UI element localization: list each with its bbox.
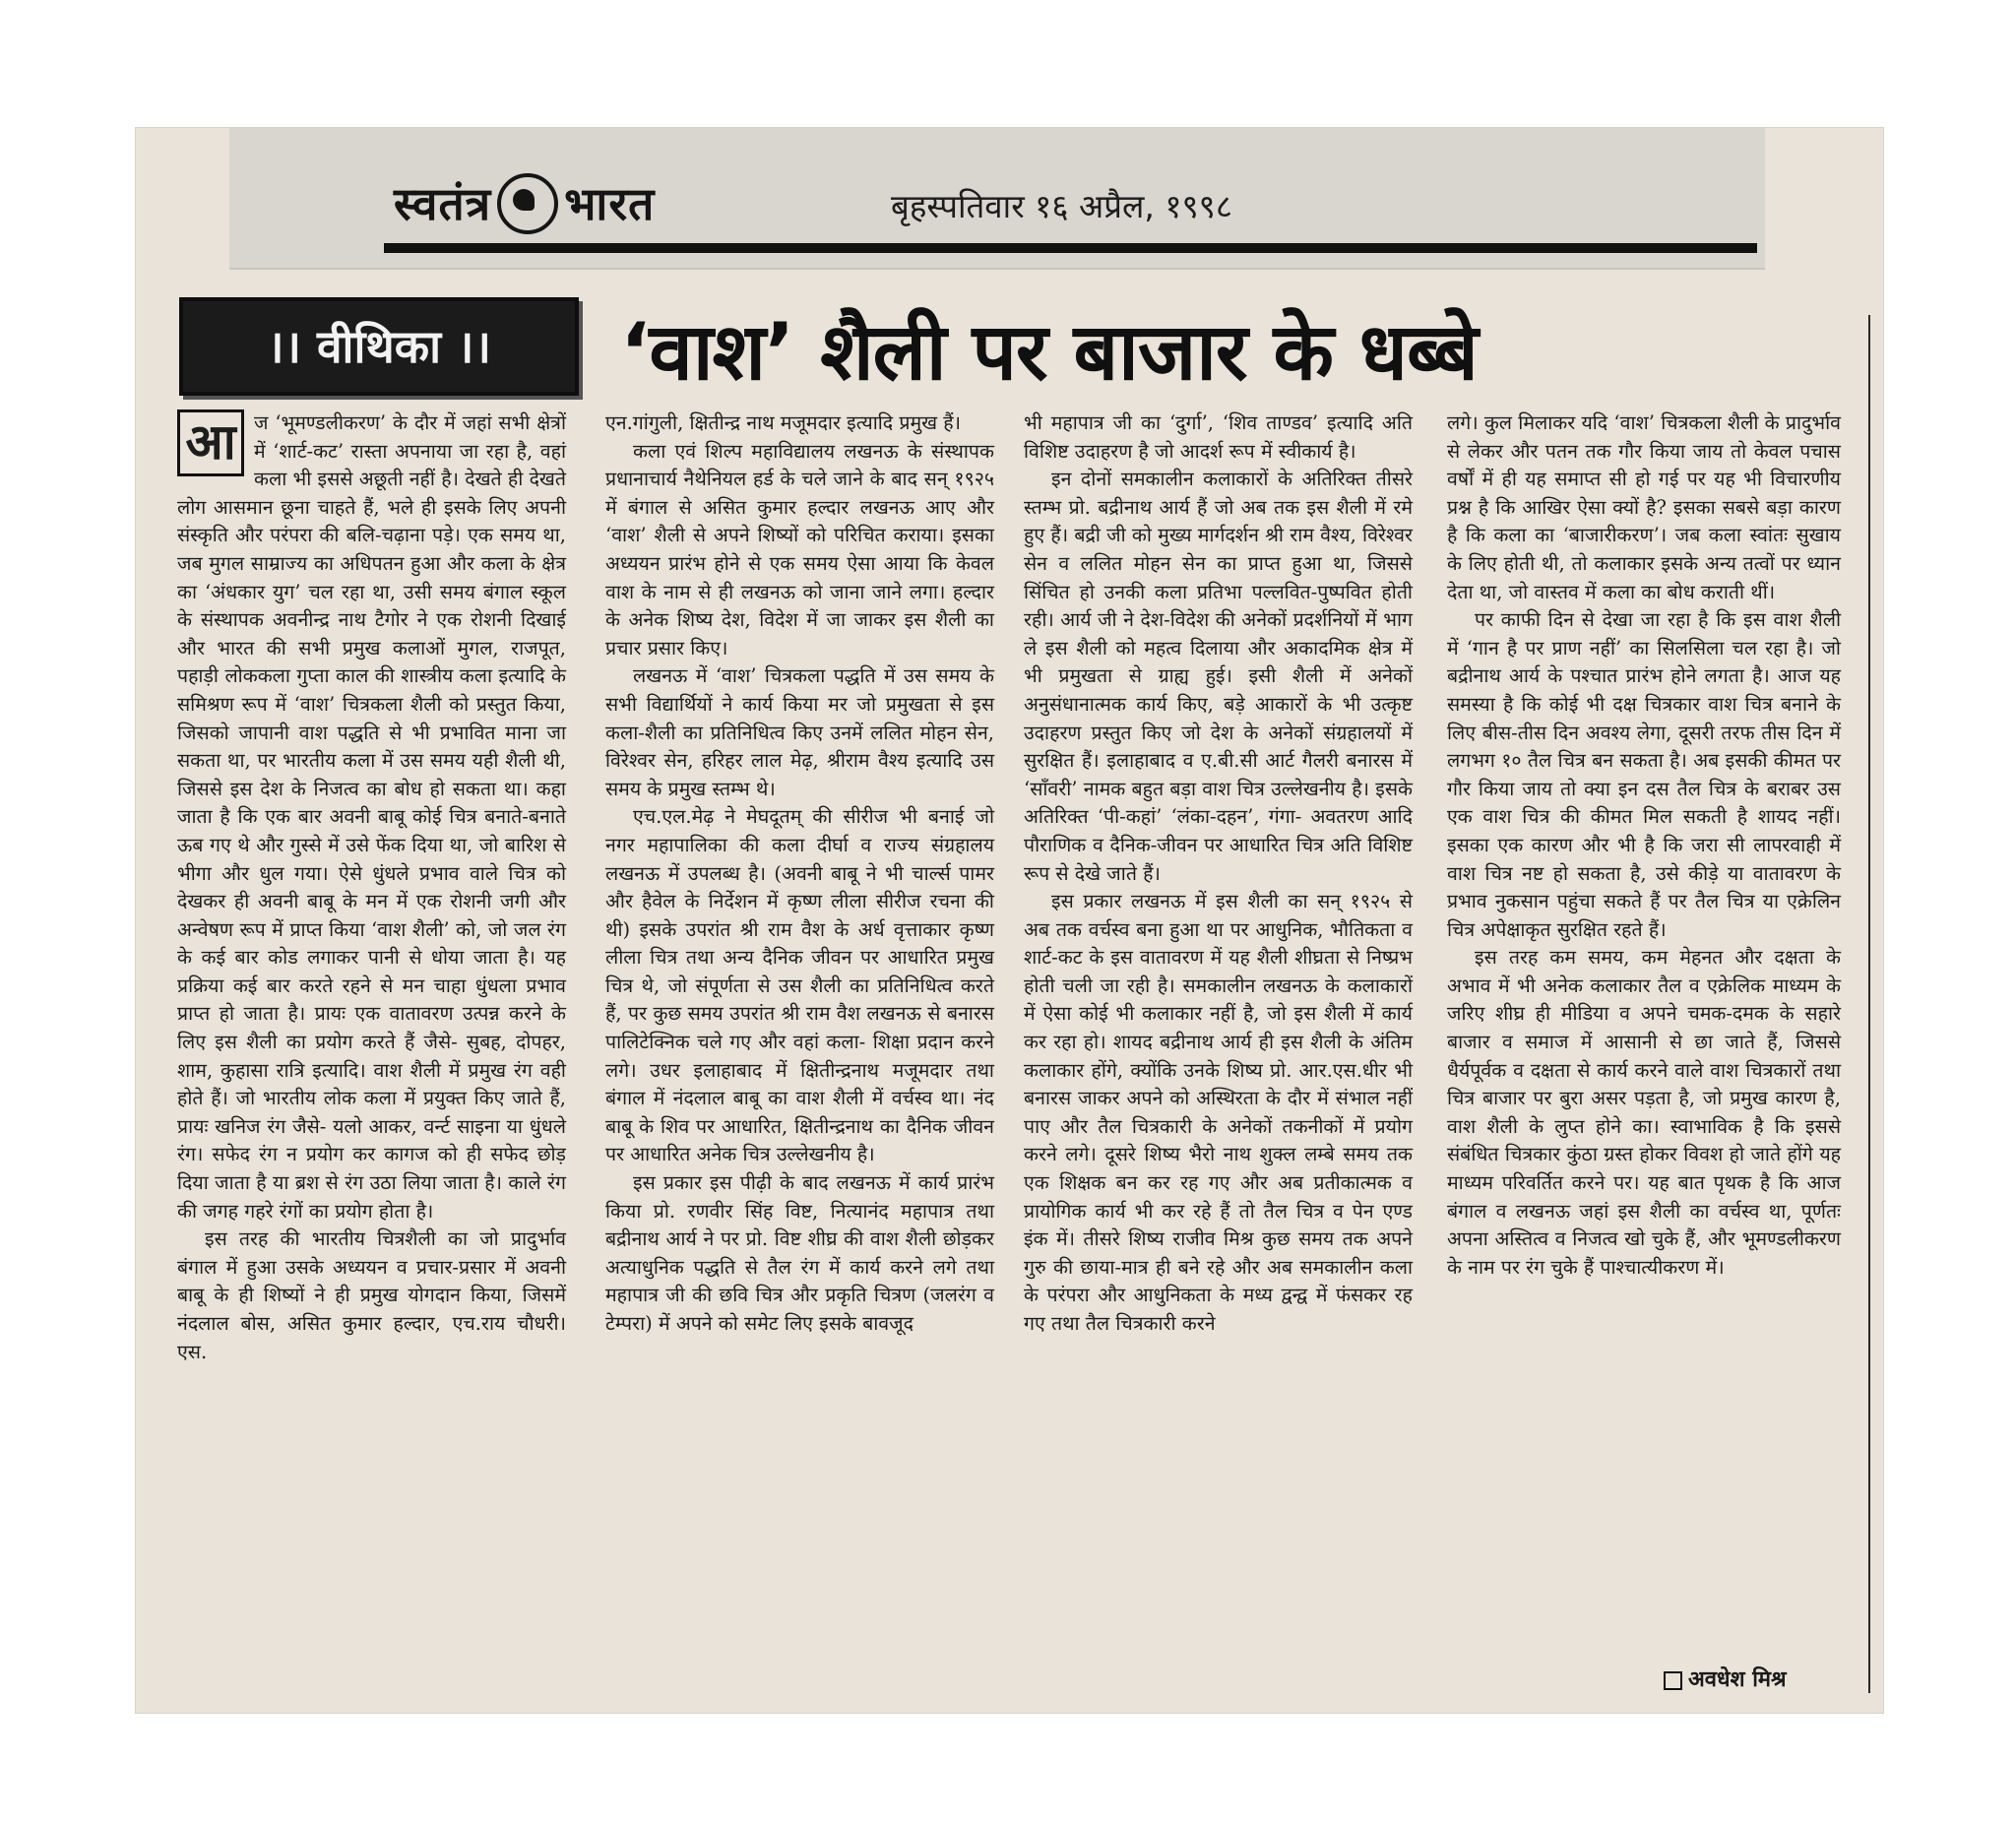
column-2-paragraph: इस प्रकार इस पीढ़ी के बाद लखनऊ में कार्य प्रारंभ किया प्रो. रणवीर सिंह विष्ट, नित्यानंद महापात्र तथा बद्रीनाथ आर्य ने पर प्रो. विष्ट शीघ्र की वाश शैली छोड़कर अत्याधुनिक पद्धति से तैल रंग में कार्य करने लगे तथा महापात्र जी की छवि चित्र और प्रकृति चित्रण (जलरंग व टेम्परा) में अपने को समेट लिए इसके बावजूद xyxy=(605,1171,994,1335)
masthead-name-left: स्वतंत्र xyxy=(394,177,492,230)
column-4-paragraph: इस तरह कम समय, कम मेहनत और दक्षता के अभाव में भी अनेक कलाकार तैल व एक्रेलिक माध्यम के जरिए शीघ्र ही मीडिया व अपने चमक-दमक के सहारे बाजार व समाज में आसानी से छा जाते हैं, जिससे धैर्यपूर्वक व दक्षता से कार्य करने वाले वाश चित्रकारों तथा चित्र बाजार पर बुरा असर पड़ता है, जो प्रमुख कारण है, वाश शैली के लुप्त होने का। स्वाभाविक है कि इससे संबंधित चित्रकार कुंठा ग्रस्त होकर विवश हो जाते होंगे यह माध्यम परिवर्तित करने पर। यह बात पृथक है कि आज बंगाल व लखनऊ जहां इस शैली का वर्चस्व था, पूर्णतः अपना अस्तित्व व निजत्व खो चुके हैं, और भूमण्डलीकरण के नाम पर रंग चुके हैं पाश्चात्यीकरण में। xyxy=(1447,946,1841,1279)
column-2-paragraph: कला एवं शिल्प महाविद्यालय लखनऊ के संस्थापक प्रधानाचार्य नैथेनियल हर्ड के चले जाने के बाद सन् १९२५ में बंगाल से असित कुमार हल्दार लखनऊ आए और ‘वाश’ शैली से अपने शिष्यों को परिचित कराया। इसका अध्ययन प्रारंभ होने से एक समय ऐसा आया कि केवल वाश के नाम से ही लखनऊ को जाना जाने लगा। हल्दार के अनेक शिष्य देश, विदेश में जा जाकर इस शैली का प्रचार प्रसार किए। xyxy=(605,439,994,660)
column-2-paragraph: एच.एल.मेढ़ ने मेघदूतम् की सीरीज भी बनाई जो नगर महापालिका की कला दीर्घा व राज्य संग्रहालय लखनऊ में उपलब्ध है। (अवनी बाबू ने भी चार्ल्स पामर और हैवेल के निर्देशन में कृष्ण लीला सीरीज रचना की थी) इसके उपरांत श्री राम वैश के अर्ध वृत्ताकार कृष्ण लीला चित्र तथा अन्य दैनिक जीवन पर आधारित प्रमुख चित्र थे, जो संपूर्णता से उस शैली का प्रतिनिधित्व करते हैं, पर कुछ समय उपरांत श्री राम वैश लखनऊ से बनारस पालिटेक्निक चले गए और वहां कला- शिक्षा प्रदान करने लगे। उधर इलाहाबाद में क्षितीन्द्रनाथ मजूमदार तथा बंगाल में नंदलाल बाबू का वाश शैली में वर्चस्व था। नंद बाबू के शिव पर आधारित, क्षितीन्द्रनाथ का दैनिक जीवन पर आधारित अनेक चित्र उल्लेखनीय है। xyxy=(605,805,994,1166)
masthead-rule xyxy=(384,243,1757,253)
right-border-rule xyxy=(1868,315,1870,1693)
article-headline: ‘वाश’ शैली पर बाजार के धब्बे xyxy=(620,306,1478,398)
column-1-paragraph: इस तरह की भारतीय चित्रशैली का जो प्रादुर्भाव बंगाल में हुआ उसके अध्ययन व प्रचार-प्रसार में अवनी बाबू के ही शिष्यों ने ही प्रमुख योगदान किया, जिसमें नंदलाल बोस, असित कुमार हल्दार, एच.राय चौधरी। एस. xyxy=(177,1227,566,1363)
author-name: अवधेश मिश्र xyxy=(1688,1667,1787,1692)
article-column-1 xyxy=(177,409,566,1366)
column-4-paragraph: पर काफी दिन से देखा जा रहा है कि इस वाश शैली में ‘गान है पर प्राण नहीं’ का सिलसिला चल रहा है। जो बद्रीनाथ आर्य के पश्चात प्रारंभ होने लगता है। आज यह समस्या है कि कोई भी दक्ष चित्रकार वाश चित्र बनाने के लिए बीस-तीस दिन अवश्य लेगा, दूसरी तरफ तीस दिन में लगभग १० तैल चित्र बन सकता है। अब इसकी कीमत पर गौर किया जाय तो क्या इन दस तैल चित्र के बराबर उस एक वाश चित्र की कीमत मिल सकती है शायद नहीं। इसका एक कारण और भी है कि जरा सी लापरवाही में वाश चित्र नष्ट हो सकता है, उसे कीड़े या वातावरण के प्रभाव नुकसान पहुंचा सकते हैं पर तैल चित्र या एक्रेलिन चित्र अपेक्षाकृत सुरक्षित रहते हैं। xyxy=(1447,608,1841,941)
byline-box-icon xyxy=(1664,1671,1682,1690)
masthead-name-right: भारत xyxy=(564,177,656,230)
masthead-title xyxy=(394,172,655,238)
drop-cap: आ xyxy=(177,409,244,476)
column-3-paragraph: भी महापात्र जी का ‘दुर्गा’, ‘शिव ताण्डव’ इत्यादि अति विशिष्ट उदाहरण है जो आदर्श रूप में स्वीकार्य है। xyxy=(1024,411,1413,463)
author-byline xyxy=(1664,1664,1787,1693)
column-2-paragraph: लखनऊ में ‘वाश’ चित्रकला पद्धति में उस समय के सभी विद्यार्थियों ने कार्य किया मर जो प्रमुखता से इस कला-शैली का प्रतिनिधित्व किए उनमें ललित मोहन सेन, विरेश्वर सेन, हरिहर लाल मेढ़, श्रीराम वैश्य इत्यादि उस समय के प्रमुख स्तम्भ थे। xyxy=(605,664,994,800)
column-2-paragraph: एन.गांगुली, क्षितीन्द्र नाथ मजूमदार इत्यादि प्रमुख हैं। xyxy=(605,411,962,434)
column-3-paragraph: इस प्रकार लखनऊ में इस शैली का सन् १९२५ से अब तक वर्चस्व बना हुआ था पर आधुनिक, भौतिकता व शार्ट-कट के इस वातावरण में यह शैली शीघ्रता से निष्प्रभ होती चली जा रही है। समकालीन लखनऊ के कलाकारों में ऐसा कोई भी कलाकार नहीं है, जो इस शैली में कार्य कर रहा हो। शायद बद्रीनाथ आर्य ही इस शैली के अंतिम कलाकार होंगे, क्योंकि उनके शिष्य प्रो. आर.एस.धीर भी बनारस जाकर अपने को अस्थिरता के दौर में संभाल नहीं पाए और तैल चित्रकारी के अनेकों तकनीकों में प्रयोग करने लगे। दूसरे शिष्य भैरो नाथ शुक्ल लम्बे समय तक एक शिक्षक बन कर रह गए और अब प्रतीकात्मक व प्रायोगिक कार्य भी कर रहे हैं तो तैल चित्र व पेन एण्ड इंक में। तीसरे शिष्य राजीव मिश्र कुछ समय तक अपने गुरु की छाया-मात्र ही बने रहे और अब समकालीन कला के परंपरा और आधुनिकता के मध्य द्वन्द्व में फंसकर रह गए तथा तैल चित्रकारी करने xyxy=(1024,890,1413,1335)
column-3-paragraph: इन दोनों समकालीन कलाकारों के अतिरिक्त तीसरे स्तम्भ प्रो. बद्रीनाथ आर्य हैं जो अब तक इस शैली में रमे हुए हैं। बद्री जी को मुख्य मार्गदर्शन श्री राम वैश्य, विरेश्वर सेन व ललित मोहन सेन का प्राप्त हुआ था, जिससे सिंचित हो उनकी कला प्रतिभा पल्लवित-पुष्पवित होती रही। आर्य जी ने देश-विदेश की अनेकों प्रदर्शनियों में भाग ले इस शैली को महत्व दिलाया और अकादमिक क्षेत्र में भी प्रमुखता से ग्राह्य हुई। इसी शैली में अनेकों अनुसंधानात्मक कार्य किए, बड़े आकारों के भी उत्कृष्ट उदाहरण प्रस्तुत किए जो देश के अनेकों संग्रहालयों में सुरक्षित हैं। इलाहाबाद व ए.बी.सी आर्ट गैलरी बनारस में ‘साँवरी’ नामक बहुत बड़ा वाश चित्र उल्लेखनीय है। इसके अतिरिक्त ‘पी-कहां’ ‘लंका-दहन’, गंगा- अवतरण आदि पौराणिक व दैनिक-जीवन पर आधारित चित्र अति विशिष्ट रूप से देखे जाते हैं। xyxy=(1024,468,1413,885)
column-4-paragraph: लगे। कुल मिलाकर यदि ‘वाश’ चित्रकला शैली के प्रादुर्भाव से लेकर और पतन तक गौर किया जाय तो केवल पचास वर्षों में ही यह समाप्त सी हो गई पर यह भी विचारणीय प्रश्न है कि आखिर ऐसा क्यों है? इसका सबसे बड़ा कारण है कि कला का ‘बाजारीकरण’। जब कला स्वांतः सुखाय के लिए होती थी, तो कलाकार इसके अन्य तत्वों पर ध्यान देता था, जो वास्तव में कला का बोध कराती थीं। xyxy=(1447,411,1841,603)
masthead-emblem-icon xyxy=(497,173,558,234)
section-label: ।। वीथिका ।। xyxy=(267,320,491,373)
article-column-2 xyxy=(605,409,994,1339)
section-label-box xyxy=(179,297,579,396)
article-column-4 xyxy=(1447,409,1841,1282)
column-1-paragraph: ज ‘भूमण्डलीकरण’ के दौर में जहां सभी क्षेत्रों में ‘शार्ट-कट’ रास्ता अपनाया जा रहा है, वहां कला भी इससे अछूती नहीं है। देखते ही देखते लोग आसमान छूना चाहते हैं, भले ही इसके लिए अपनी संस्कृति और परंपरा की बलि-चढ़ाना पड़े। एक समय था, जब मुगल साम्राज्य का अधिपतन हुआ और कला के क्षेत्र का ‘अंधकार युग’ चल रहा था, उसी समय बंगाल स्कूल के संस्थापक अवनीन्द्र नाथ टैगोर ने एक रोशनी दिखाई और भारत की सभी प्रमुख कलाओं मुगल, राजपूत, पहाड़ी लोककला गुप्ता काल की शास्त्रीय कला इत्यादि के समिश्रण रूप में ‘वाश’ चित्रकला शैली को प्रस्तुत किया, जिसको जापानी वाश पद्धति से भी प्रभावित माना जा सकता था, पर भारतीय कला में उस समय यही शैली थी, जिससे इस देश के निजत्व का बोध हो सकता था। कहा जाता है कि एक बार अवनी बाबू कोई चित्र बनाते-बनाते ऊब गए थे और गुस्से में उसे फेंक दिया था, जो बारिश से भीगा और धुल गया। ऐसे धुंधले प्रभाव वाले चित्र को देखकर ही अवनी बाबू के मन में एक रोशनी जगी और अन्वेषण रूप में प्राप्त किया ‘वाश शैली’ को, जो जल रंग के कई बार कोड लगाकर पानी से धोया जाता है। यह प्रक्रिया कई बार करते रहने से मन चाहा धुंधला प्रभाव प्राप्त हो जाता है। प्रायः एक वातावरण उत्पन्न करने के लिए इस शैली का प्रयोग करते हैं जैसे- सुबह, दोपहर, शाम, कुहासा रात्रि इत्यादि। वाश शैली में प्रमुख रंग वही होते हैं। जो भारतीय लोक कला में प्रयुक्त किए जाते हैं, प्रायः खनिज रंग जैसे- यलो आकर, वर्न्ट साइना या धुंधले रंग। सफेद रंग न प्रयोग कर कागज को ही सफेद छोड़ दिया जाता है या ब्रश से रंग उठा लिया जाता है। काले रंग की जगह गहरे रंगों का प्रयोग होता है। xyxy=(177,411,566,1223)
article-column-3 xyxy=(1024,409,1413,1339)
masthead-date: बृहस्पतिवार १६ अप्रैल, १९९८ xyxy=(891,187,1232,225)
